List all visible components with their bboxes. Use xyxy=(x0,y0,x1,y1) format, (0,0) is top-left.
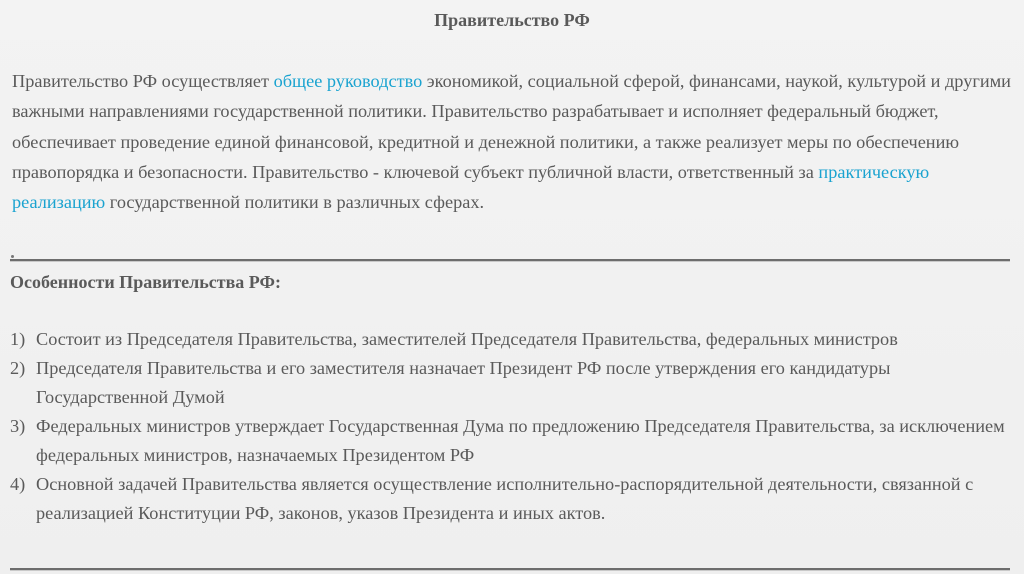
intro-paragraph xyxy=(12,66,1012,217)
features-list xyxy=(10,325,1010,528)
bullet-dot xyxy=(11,255,14,258)
list-item-text: Состоит из Председателя Правительства, заместителей Председателя Правительства, федеральных министров xyxy=(36,329,898,349)
list-item-text: Основной задачей Правительства является осуществление исполнительно-распорядительной деятельности, связанной с реализацией Конституции РФ, законов, указов Президента и иных актов. xyxy=(36,474,974,523)
page-title: Правительство РФ xyxy=(434,10,590,30)
list-item-number: 3) xyxy=(10,416,26,436)
list-item-number: 1) xyxy=(10,329,26,349)
link-general-management[interactable]: общее руководство xyxy=(273,71,423,91)
list-item-text: Федеральных министров утверждает Государственная Дума по предложению Председателя Правительства, за исключением федеральных министров, назначаемых Президентом РФ xyxy=(36,416,1005,465)
intro-text-3: государственной политики в различных сферах. xyxy=(105,192,485,213)
intro-text-1: Правительство РФ осуществляет xyxy=(12,71,274,91)
list-item xyxy=(10,325,1010,354)
section-title: Особенности Правительства РФ: xyxy=(10,272,281,292)
list-item xyxy=(10,354,1010,412)
link-practical-implementation[interactable]: практическую реализацию xyxy=(12,161,930,213)
list-item-number: 4) xyxy=(10,474,26,494)
list-item-number: 2) xyxy=(10,358,26,378)
list-item xyxy=(10,470,1010,528)
list-item xyxy=(10,412,1010,470)
divider-top xyxy=(10,259,1010,261)
divider-bottom xyxy=(10,568,1010,570)
list-item-text: Председателя Правительства и его заместителя назначает Президент РФ после утверждения его кандидатуры Государственной Думой xyxy=(36,358,891,407)
intro-text-2: экономикой, социальной сферой, финансами, наукой, культурой и другими важными направлениями государственной политики. Правительство разрабатывает и исполняет федеральный бюджет, обеспечивает проведение единой финансовой, кредитной и денежной политики, а также реализует меры по обеспечению правопорядка и безопасности. Правительство - ключевой субъект публичной власти, ответственный за xyxy=(12,71,1011,182)
